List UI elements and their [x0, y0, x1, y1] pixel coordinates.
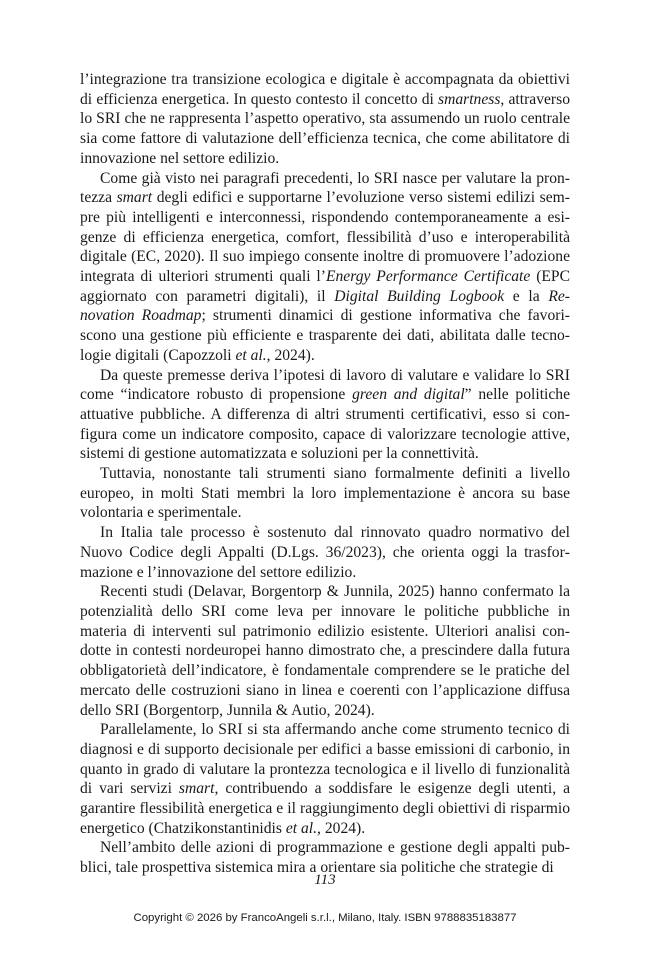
- text-run: Come già visto nei paragrafi precedenti, lo SRI nasce per valutare la prontezza: [80, 169, 570, 207]
- italic-term: Digital Building Logbook: [334, 287, 505, 305]
- copyright-notice: Copyright © 2026 by FrancoAngeli s.r.l., Milano, Italy. ISBN 9788835183877: [133, 912, 517, 924]
- italic-term: green and digital: [352, 386, 465, 404]
- italic-term: Renovation Roadmap: [80, 287, 570, 325]
- text-run: e la: [504, 287, 549, 305]
- text-run: Recenti studi (Delavar, Borgentorp & Junnila, 2025) hanno confermato la potenzialità dello SRI come leva per innovare le politiche pubbliche in materia di interventi sul patrimonio edilizio esistente. Ulteriori analisi condotte in contesti nordeuropei hanno dimostrato che, a prescindere dalla futura obbligatorietà dell’indicatore, è fondamentale comprendere se le pratiche del mercato delle costruzioni siano in linea e coerenti con l’applicazione diffusa dello SRI (Borgentorp, Junnila & Autio, 2024).: [80, 583, 570, 719]
- paragraph-recenti-studi: [80, 582, 570, 720]
- text-run: degli edifici e supportarne l’evoluzione verso sistemi edilizi sempre più intelligenti e interconnessi, rispondendo contemporaneamente a esigenze di efficienza energetica, comfort, flessibilità d’uso e interoperabilità digitale (EC, 2020). Il suo impiego consente inoltre di promuovere l’adozione integrata di ulteriori strumenti quali l’: [80, 189, 570, 286]
- text-run: , contribuendo a soddisfare le esigenze degli utenti, a garantire flessibilità energetica e il raggiungimento degli obiettivi di risparmio energetico (Chatzikonstantinidis: [80, 780, 570, 837]
- italic-term: smartness: [438, 90, 501, 108]
- paragraph-continuation: [80, 70, 570, 169]
- paragraph-strumento-tecnico: [80, 720, 570, 838]
- text-run: , 2024).: [317, 819, 366, 837]
- text-run: , 2024).: [266, 346, 315, 364]
- italic-term: smart: [116, 189, 153, 207]
- text-run: Nell’ambito delle azioni di programmazione e gestione degli appalti pubblici, tale prospettiva sistemica mira a orientare sia politiche che strategie di: [80, 839, 570, 877]
- text-run: ; strumenti dinamici di gestione informativa che favoriscono una gestione più efficiente e trasparente dei dati, abilitata dalle tecnologie digitali (Capozzoli: [80, 307, 570, 364]
- text-run: l’integrazione tra transizione ecologica e digitale è accompagnata da obiettivi di efficienza energetica. In questo contesto il concetto di: [80, 71, 570, 108]
- text-run: (EPC aggiornato con parametri digitali), il: [80, 268, 570, 305]
- page-number: 113: [314, 872, 336, 888]
- text-run: Da queste premesse deriva l’ipotesi di lavoro di valutare e validare lo SRI come “indicatore robusto di propensione: [80, 366, 570, 404]
- text-run: Parallelamente, lo SRI si sta affermando anche come strumento tecnico di diagnosi e di supporto decisionale per edifici a basse emissioni di carbonio, in quanto in grado di valutare la prontezza tecnologica e il livello di funzionalità di vari servizi: [80, 721, 570, 798]
- text-run: Tuttavia, nonostante tali strumenti siano formalmente definiti a livello europeo, in molti Stati membri la loro implementazione è ancora su base volontaria e sperimentale.: [80, 465, 570, 522]
- paragraph-ipotesi-lavoro: [80, 366, 570, 465]
- text-run: ” nelle politiche attuative pubbliche. A differenza di altri strumenti certificativi, esso si configura come un indicatore composito, capace di valorizzare tecnologie attive, sistemi di gestione automatizzata e soluzioni per la connettività.: [80, 386, 570, 463]
- paragraph-sri-prontezza: [80, 169, 570, 366]
- italic-term: Energy Performance Certificate: [325, 268, 531, 286]
- italic-term: smart: [178, 780, 215, 798]
- paragraph-italia-codice-appalti: [80, 523, 570, 582]
- body-text: [80, 70, 570, 878]
- text-run: , attraverso lo SRI che ne rappresenta l’aspetto operativo, sta assumendo un ruolo centrale sia come fattore di valutazione dell’efficienza tecnica, che come abilitatore di innovazione nel settore edilizio.: [80, 90, 570, 167]
- text-run: In Italia tale processo è sostenuto dal rinnovato quadro normativo del Nuovo Codice degli Appalti (D.Lgs. 36/2023), che orienta oggi la trasformazione e l’innovazione del settore edilizio.: [80, 524, 570, 581]
- italic-term: et al.: [235, 346, 267, 364]
- italic-term: et al.: [285, 819, 318, 837]
- paragraph-stati-membri: [80, 464, 570, 523]
